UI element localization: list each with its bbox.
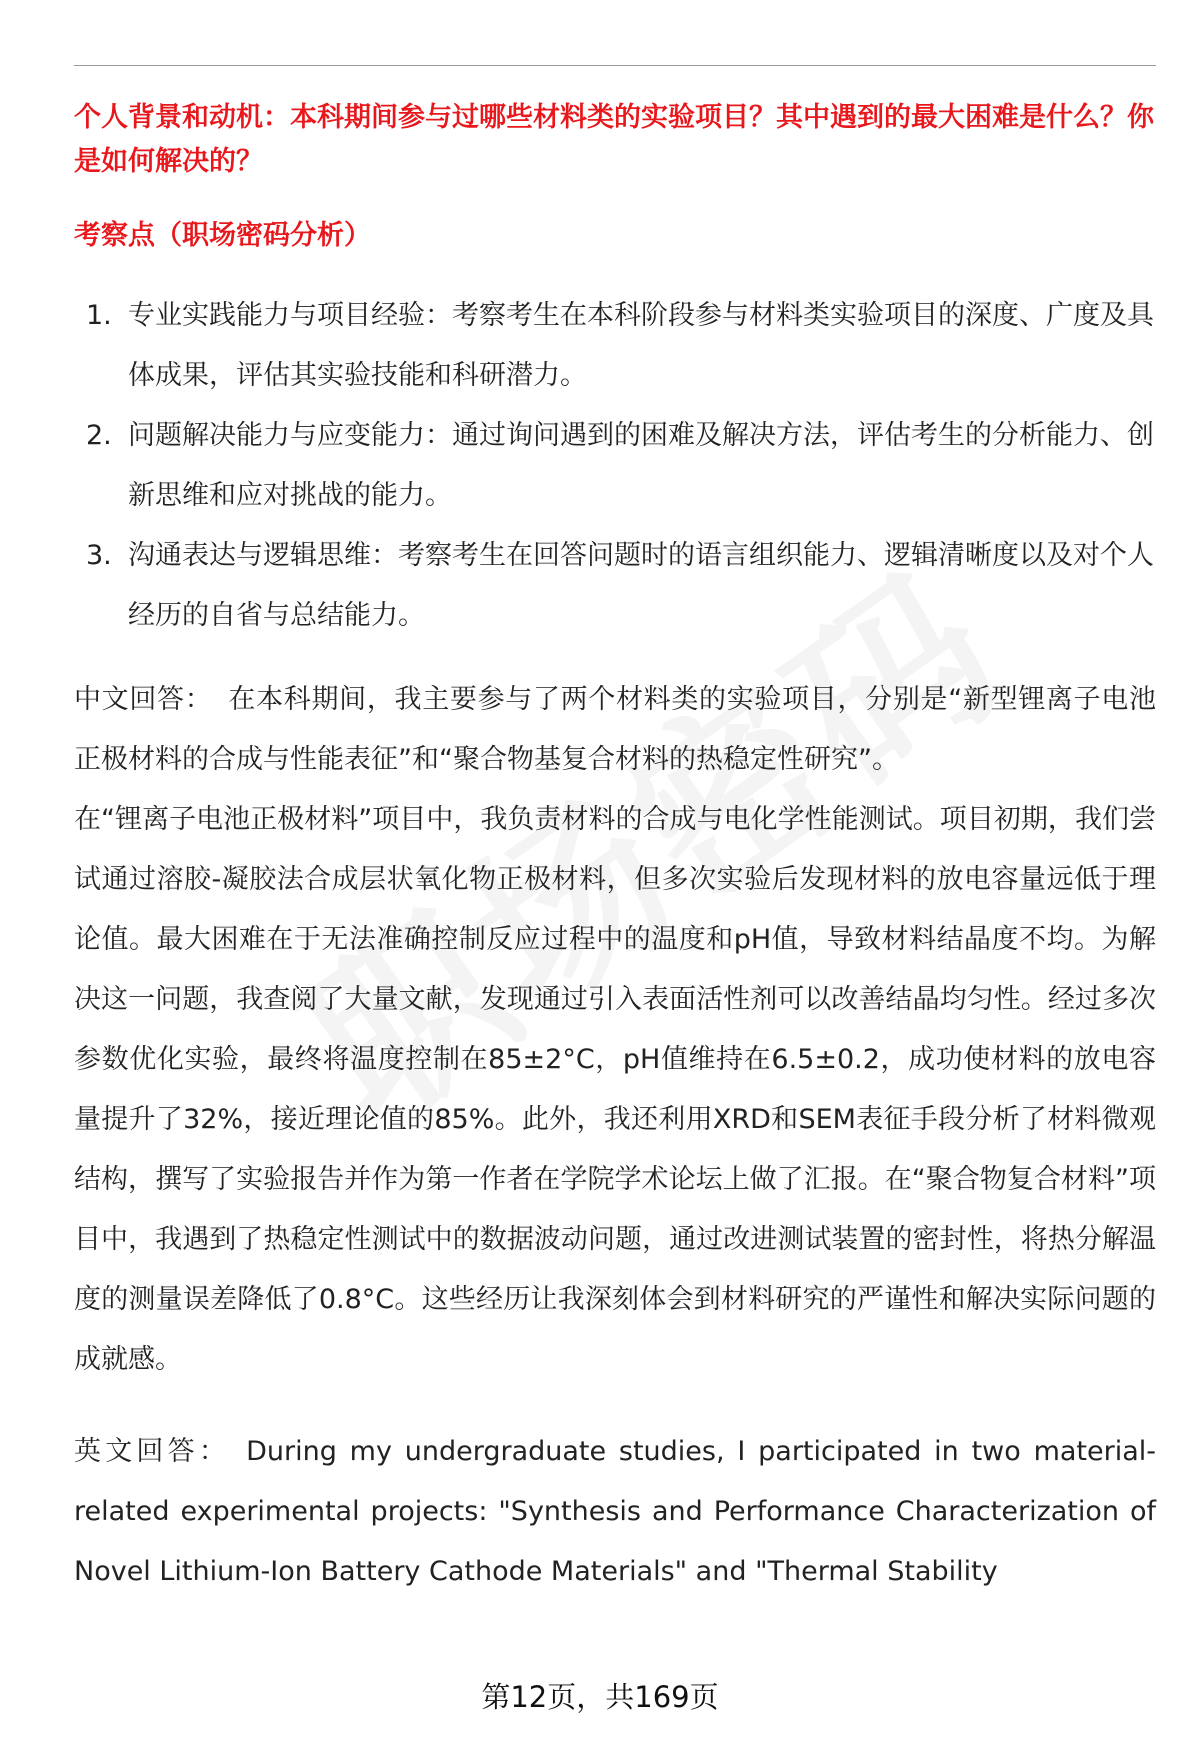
focus-heading: 考察点（职场密码分析） — [74, 220, 371, 251]
list-item-number: 2. — [86, 420, 112, 451]
chinese-answer-para2: 在“锂离子电池正极材料”项目中，我负责材料的合成与电化学性能测试。项目初期，我们尝试通过溶胶-凝胶法合成层状氧化物正极材料，但多次实验后发现材料的放电容量远低于理论值。最大困难在于无法准确控制反应过程中的温度和pH值，导致材料结晶度不均。为解决这一问题，我查阅了大量文献，发现通过引入表面活性剂可以改善结晶均匀性。经过多次参数优化实验，最终将温度控制在85±2°C，pH值维持在6.5±0.2，成功使材料的放电容量提升了32%，接近理论值的85%。此外，我还利用XRD和SEM表征手段分析了材料微观结构，撰写了实验报告并作为第一作者在学院学术论坛上做了汇报。在“聚合物复合材料”项目中，我遇到了热稳定性测试中的数据波动问题，通过改进测试装置的密封性，将热分解温度的测量误差降低了0.8°C。这些经历让我深刻体会到材料研究的严谨性和解决实际问题的成就感。 — [74, 804, 1156, 1375]
english-answer-label: 英文回答： — [74, 1436, 231, 1467]
list-item-text: 问题解决能力与应变能力：通过询问遇到的困难及解决方法，评估考生的分析能力、创新思维和应对挑战的能力。 — [128, 420, 1154, 511]
list-item — [74, 286, 1156, 406]
list-item-text: 专业实践能力与项目经验：考察考生在本科阶段参与材料类实验项目的深度、广度及具体成果，评估其实验技能和科研潜力。 — [128, 300, 1154, 391]
list-item-number: 1. — [86, 300, 112, 331]
chinese-answer-para1: 在本科期间，我主要参与了两个材料类的实验项目，分别是“新型锂离子电池正极材料的合成与性能表征”和“聚合物基复合材料的热稳定性研究”。 — [74, 684, 1156, 775]
question-heading: 个人背景和动机：本科期间参与过哪些材料类的实验项目？其中遇到的最大困难是什么？你是如何解决的？ — [74, 102, 1154, 177]
top-divider — [74, 65, 1156, 66]
english-answer-body: During my undergraduate studies, I participated in two material-related experimental projects: "Synthesis and Performance Characterization of Novel Lithium-Ion Battery Cathode Materials" and "Thermal Stability — [74, 1436, 1157, 1587]
focus-points-list — [74, 286, 1156, 646]
page-number: 第12页，共169页 — [481, 1680, 719, 1714]
chinese-answer-label: 中文回答： — [74, 684, 213, 715]
page-content — [74, 96, 1156, 1602]
english-answer-text — [74, 1422, 1156, 1602]
chinese-answer — [74, 670, 1156, 1390]
chinese-answer-intro — [74, 670, 1156, 790]
list-item — [74, 526, 1156, 646]
list-item-number: 3. — [86, 540, 112, 571]
list-item — [74, 406, 1156, 526]
list-item-text: 沟通表达与逻辑思维：考察考生在回答问题时的语言组织能力、逻辑清晰度以及对个人经历的自省与总结能力。 — [128, 540, 1154, 631]
english-answer — [74, 1422, 1156, 1602]
